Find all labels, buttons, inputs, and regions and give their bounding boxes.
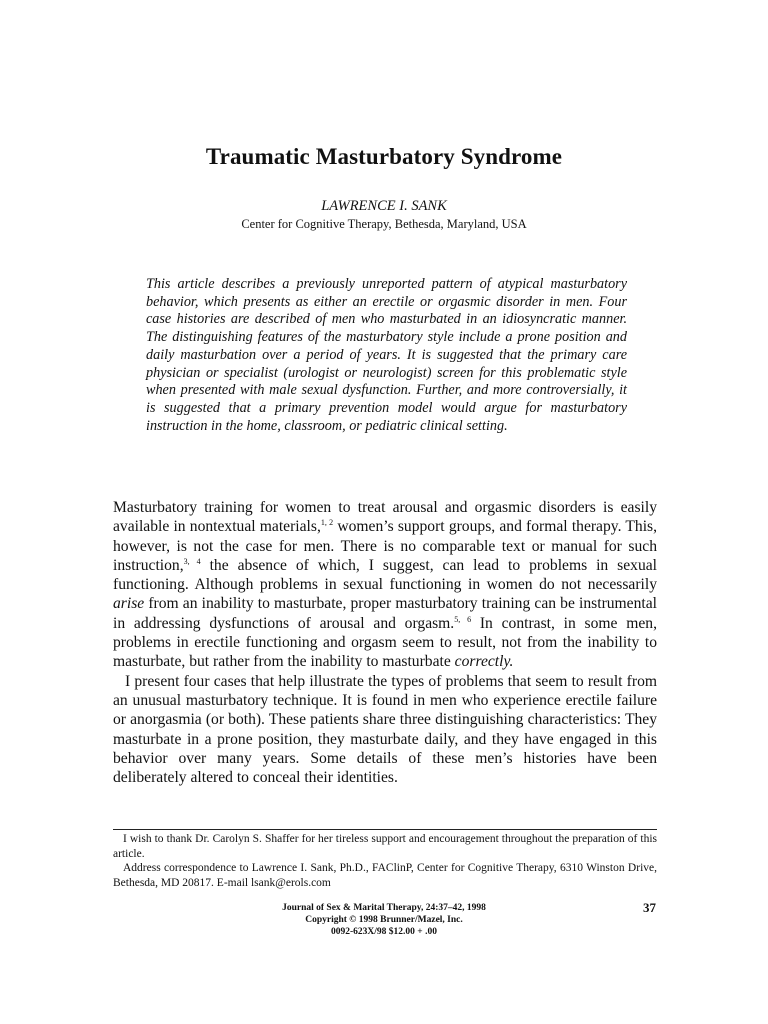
emphasis-correctly: correctly. [454, 653, 514, 671]
paragraph-1-text-b: women’s support groups, and formal therapy. This, however, is not the case for men. There is no comparable text or manual for such instruction, [113, 518, 657, 574]
paragraph-1 [113, 498, 657, 672]
emphasis-arise: arise [113, 595, 145, 613]
paragraph-1-text-c: the absence of which, I suggest, can lead to problems in sexual functioning. Although problems in sexual functioning in women do not necessarily [113, 556, 657, 594]
footnote-acknowledgment: I wish to thank Dr. Carolyn S. Shaffer for her tireless support and encouragement throughout the preparation of this article. [113, 833, 657, 860]
page-number: 37 [643, 900, 656, 915]
reference-superscript: 3, 4 [183, 556, 201, 566]
journal-citation: Journal of Sex & Marital Therapy, 24:37–42, 1998 [282, 903, 486, 913]
reference-superscript: 1, 2 [320, 518, 334, 528]
paragraph-1-text-a: Masturbatory training for women to treat arousal and orgasmic disorders is easily available in nontextual materials, [113, 499, 657, 536]
article-title: Traumatic Masturbatory Syndrome [205, 144, 563, 169]
paragraph-1-text-e: In contrast, in some men, problems in erectile functioning and orgasm seem to result, not from the inability to masturbate, but rather from the inability to masturbate [113, 614, 657, 671]
abstract: This article describes a previously unreported pattern of atypical masturbatory behavior, which presents as either an erectile or orgasmic disorder in men. Four case histories are described of men who masturbated in an idiosyncratic manner. The distinguishing features of the masturbatory style include a prone position and daily masturbation over a period of years. It is suggested that the primary care physician or specialist (urologist or neurologist) screen for this problematic style when presented with male sexual dysfunction. Further, and more controversially, it is suggested that a primary prevention model would argue for masturbatory instruction in the home, classroom, or pediatric clinical setting. [146, 276, 627, 434]
journal-issn: 0092-623X/98 $12.00 + .00 [331, 927, 437, 937]
footnote-divider [113, 829, 657, 830]
footnotes [113, 832, 657, 890]
footnote-address: Address correspondence to Lawrence I. Sank, Ph.D., FAClinP, Center for Cognitive Therapy, 6310 Winston Drive, Bethesda, MD 20817. E-mail lsank@erols.com [113, 862, 657, 889]
paragraph-2: I present four cases that help illustrate the types of problems that seem to result from an unusual masturbatory technique. It is found in men who experience erectile failure or anorgasmia (or both). These patients share three distinguishing characteristics: They masturbate in a prone position, they masturbate daily, and they have engaged in this behavior over many years. Some details of these men’s histories have been deliberately altered to conceal their identities. [113, 672, 657, 787]
author-affiliation: Center for Cognitive Therapy, Bethesda, Maryland, USA [241, 217, 527, 231]
paragraph-1-text-d: from an inability to masturbate, proper masturbatory training can be instrumental in addressing dysfunctions of arousal and orgasm. [113, 595, 657, 632]
journal-copyright: Copyright © 1998 Brunner/Mazel, Inc. [305, 915, 463, 925]
reference-superscript: 5, 6 [454, 614, 472, 624]
body-text [113, 498, 657, 787]
author-name: LAWRENCE I. SANK [321, 198, 447, 214]
